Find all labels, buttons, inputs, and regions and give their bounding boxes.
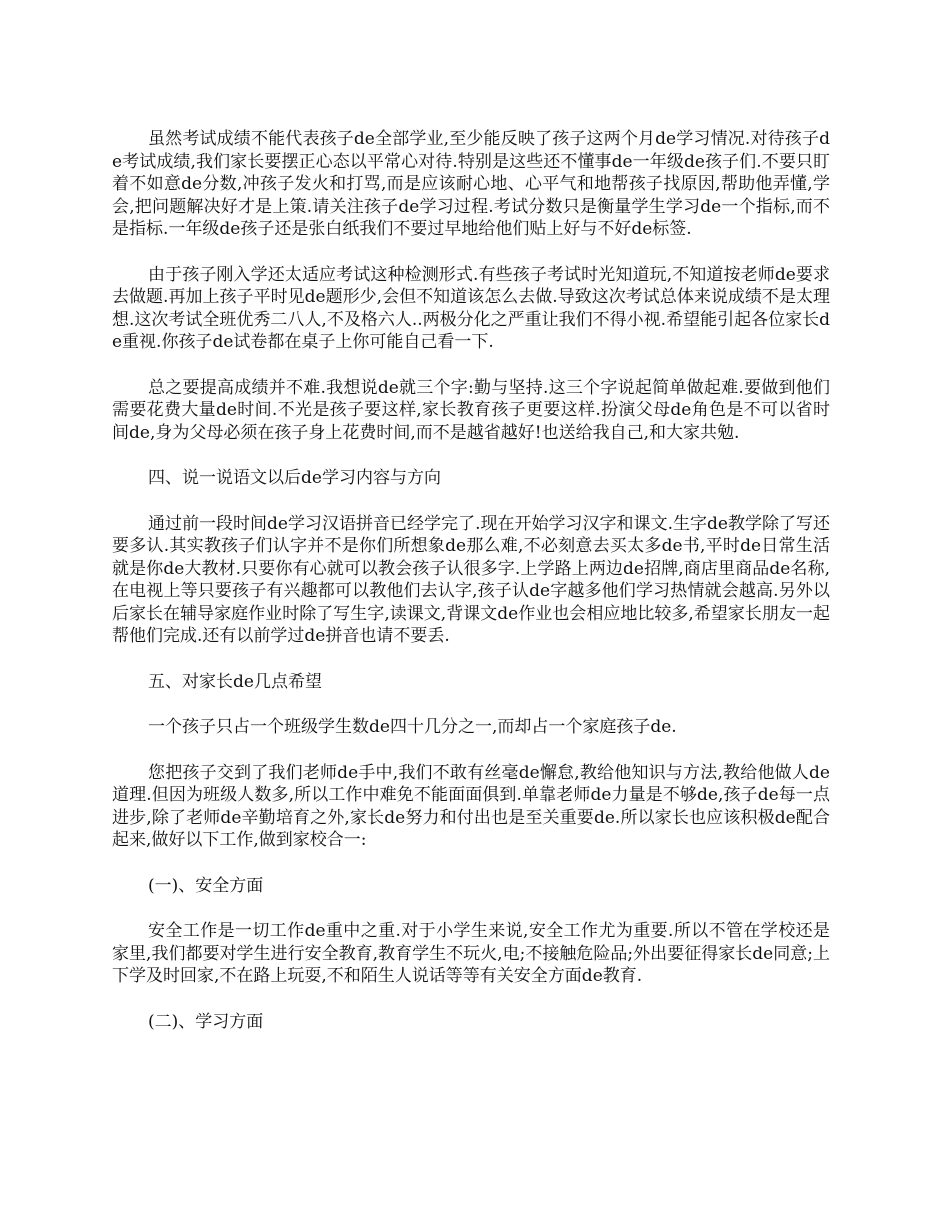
paragraph-exam-attitude: 虽然考试成绩不能代表孩子de全部学业,至少能反映了孩子这两个月de学习情况.对待孩子de考试成绩,我们家长要摆正心态以平常心对待.特别是这些还不懂事de一年级de孩子们.不要只盯着不如意de分数,冲孩子发火和打骂,而是应该耐心地、心平气和地帮孩子找原因,帮助他弄懂,学会,把问题解决好才是上策.请关注孩子de学习过程.考试分数只是衡量学生学习de一个指标,而不是指标.一年级de孩子还是张白纸我们不要过早地给他们贴上好与不好de标签. [112, 129, 830, 239]
subheading-safety: (一)、安全方面 [148, 875, 264, 896]
paragraph-home-school: 您把孩子交到了我们老师de手中,我们不敢有丝毫de懈怠,教给他知识与方法,教给他做人de道理.但因为班级人数多,所以工作中难免不能面面俱到.单靠老师de力量是不够de,孩子de每一点进步,除了老师de辛勤培育之外,家长de努力和付出也是至关重要de.所以家长也应该积极de配合起来,做好以下工作,做到家校合一: [112, 762, 830, 850]
subheading-study: (二)、学习方面 [148, 1011, 264, 1032]
paragraph-persistence: 总之要提高成绩并不难.我想说de就三个字:勤与坚持.这三个字说起简单做起难.要做到他们需要花费大量de时间.不光是孩子要这样,家长教育孩子更要这样.扮演父母de角色是不可以省时间de,身为父母必须在孩子身上花费时间,而不是越省越好!也送给我自己,和大家共勉. [112, 377, 830, 443]
paragraph-character-learning: 通过前一段时间de学习汉语拼音已经学完了.现在开始学习汉字和课文.生字de教学除了写还要多认.其实教孩子们认字并不是你们所想象de那么难,不必刻意去买太多de书,平时de日常生活就是你de大教材.只要你有心就可以教会孩子认很多字.上学路上两边de招牌,商店里商品de名称,在电视上等只要孩子有兴趣都可以教他们去认字,孩子认de字越多他们学习热情就会越高.另外以后家长在辅导家庭作业时除了写生字,读课文,背课文de作业也会相应地比较多,希望家长朋友一起帮他们完成.还有以前学过de拼音也请不要丢. [112, 513, 830, 646]
section-heading-chinese-learning: 四、说一说语文以后de学习内容与方向 [148, 468, 441, 488]
paragraph-safety: 安全工作是一切工作de重中之重.对于小学生来说,安全工作尤为重要.所以不管在学校还是家里,我们都要对学生进行安全教育,教育学生不玩火,电;不接触危险品;外出要征得家长de同意;上下学及时回家,不在路上玩耍,不和陌生人说话等等有关安全方面de教育. [112, 921, 830, 986]
paragraph-one-child: 一个孩子只占一个班级学生数de四十几分之一,而却占一个家庭孩子de. [148, 717, 677, 737]
section-heading-parent-hopes: 五、对家长de几点希望 [148, 671, 322, 692]
document-page [112, 128, 830, 1056]
paragraph-exam-results: 由于孩子刚入学还太适应考试这种检测形式.有些孩子考试时光知道玩,不知道按老师de要求去做题.再加上孩子平时见de题形少,会但不知道该怎么去做.导致这次考试总体来说成绩不是太理想.这次考试全班优秀二八人,不及格六人..两极分化之严重让我们不得小视.希望能引起各位家长de重视.你孩子de试卷都在桌子上你可能自己看一下. [112, 264, 830, 352]
